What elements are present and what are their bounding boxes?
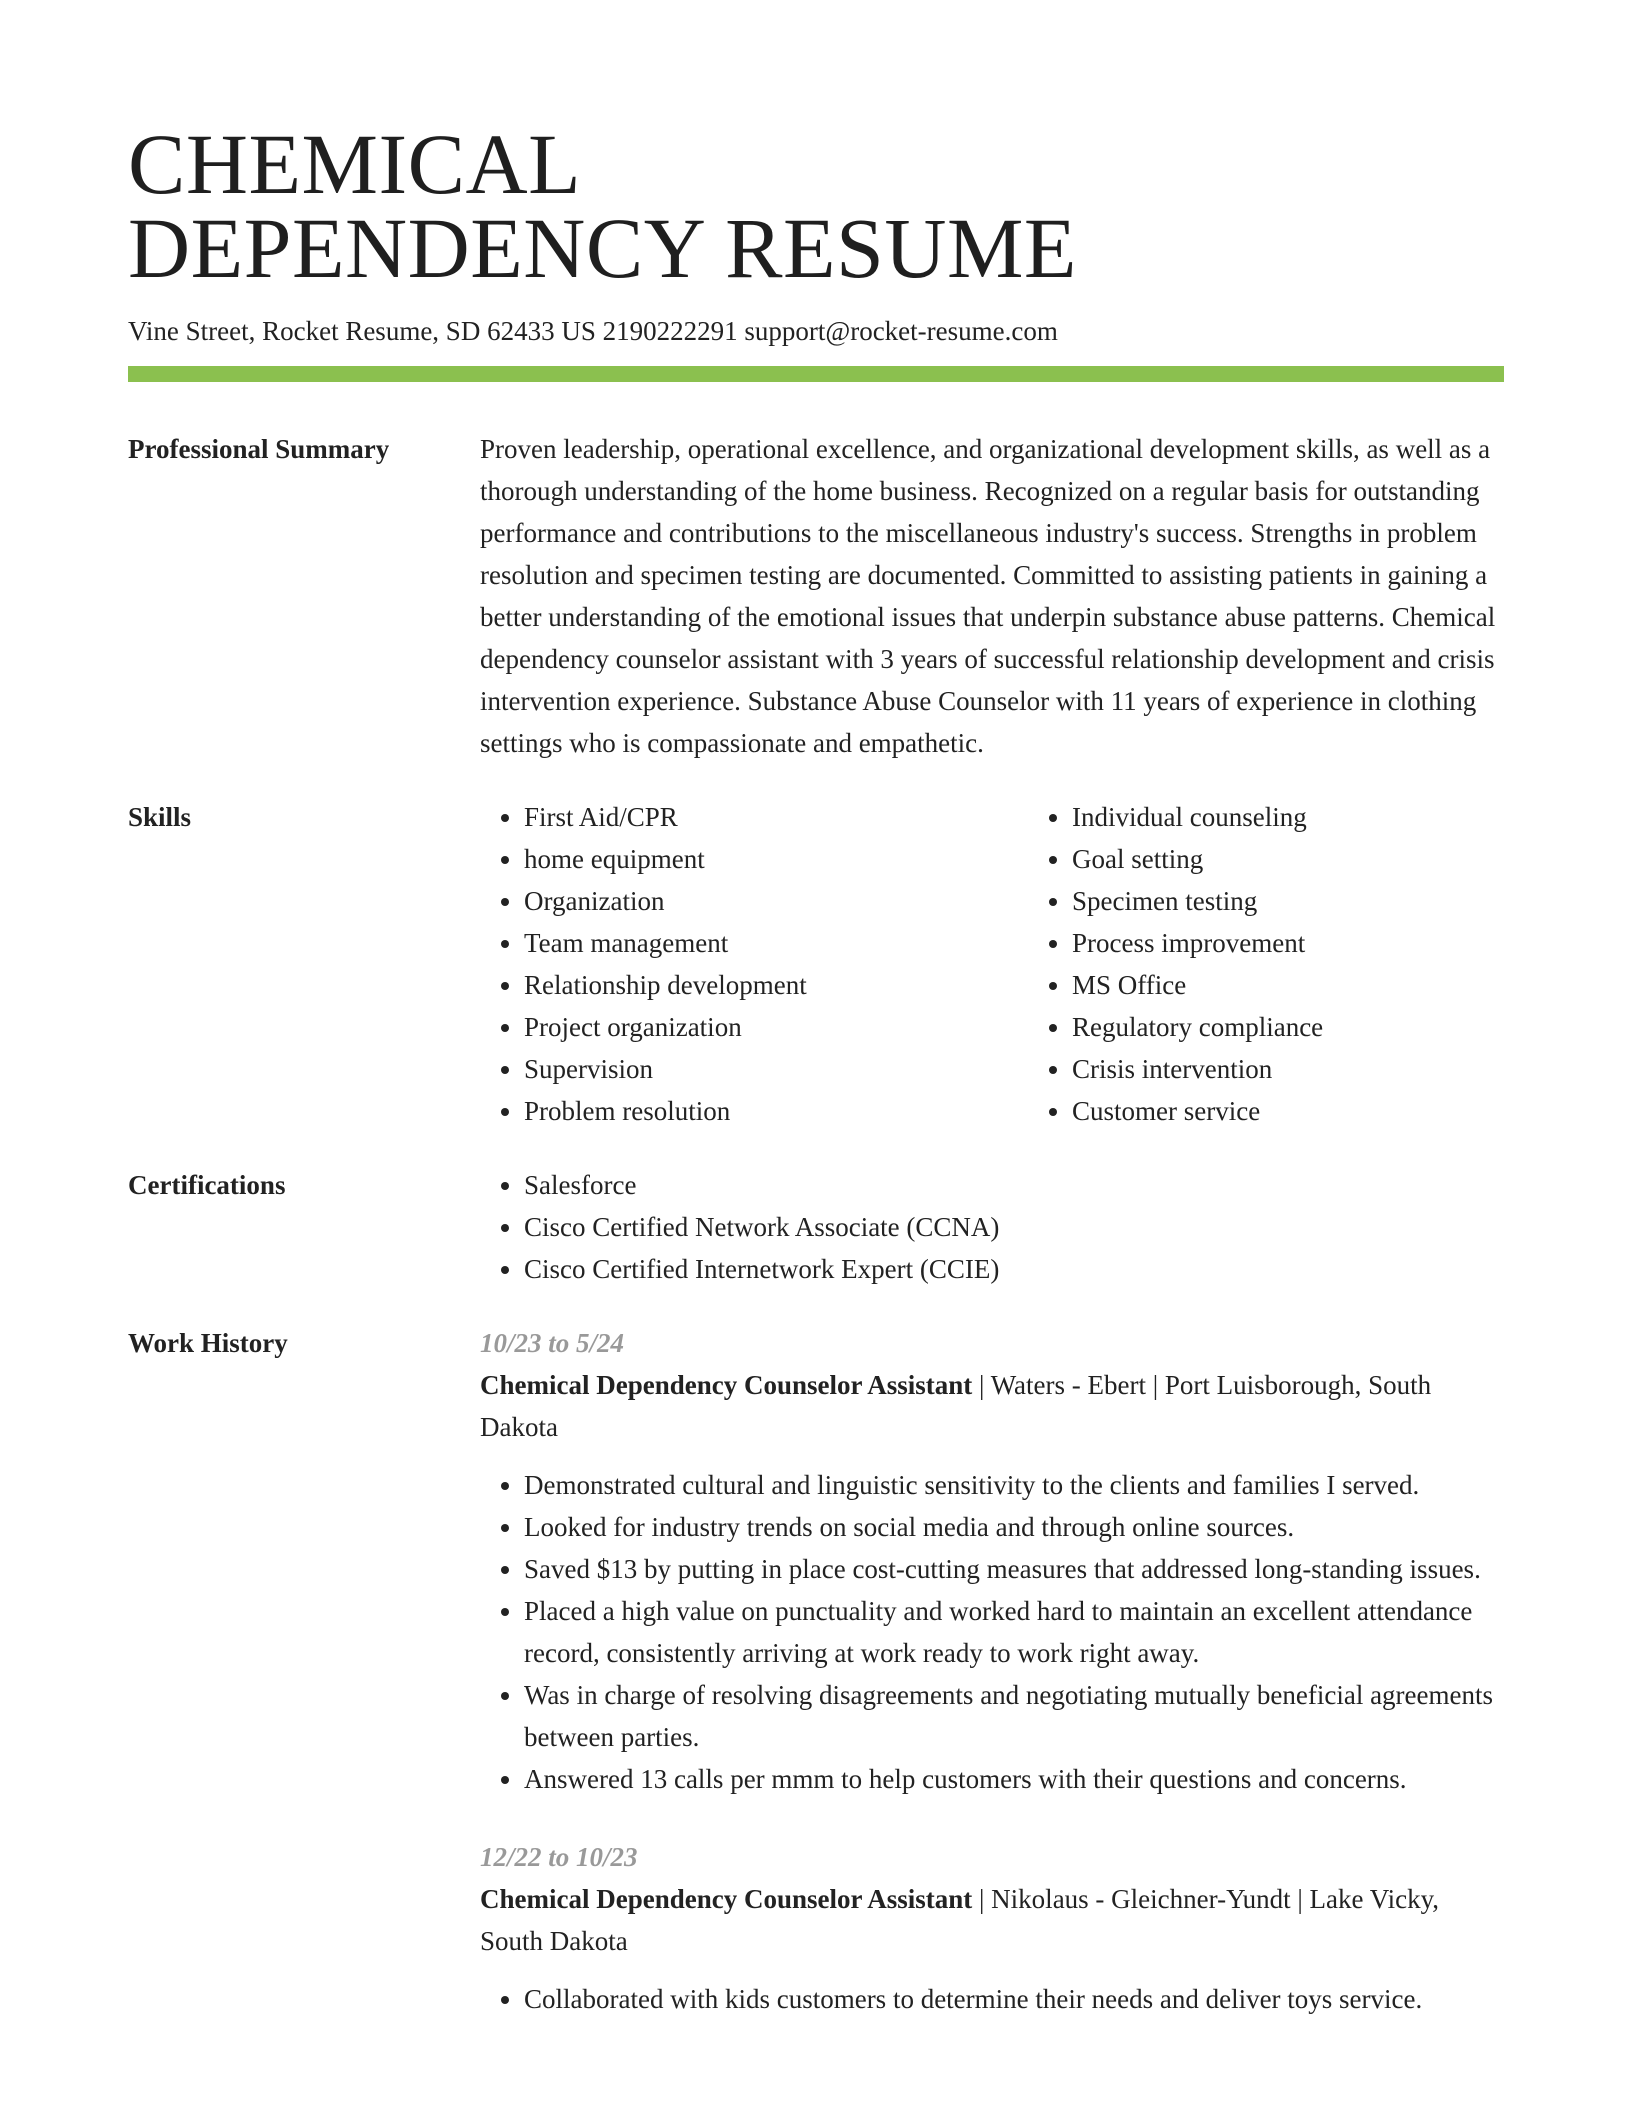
- skill-item: • Project organization: [524, 1006, 1028, 1048]
- job-bullet: • Demonstrated cultural and linguistic sensitivity to the clients and families I served.: [524, 1464, 1504, 1506]
- contact-line: Vine Street, Rocket Resume, SD 62433 US 2190222291 support@rocket-resume.com: [128, 316, 1058, 346]
- skill-item: • Crisis intervention: [1072, 1048, 1576, 1090]
- job-entry: [480, 1836, 1504, 2020]
- job-dates: 12/22 to 10/23: [480, 1842, 638, 1872]
- skills-section: [128, 796, 1504, 1132]
- job-bullets: [480, 1978, 1504, 2020]
- job-heading: [480, 1364, 1504, 1448]
- section-title-skills: Skills: [128, 802, 192, 832]
- skill-item: • Problem resolution: [524, 1090, 1028, 1132]
- skill-item: • Regulatory compliance: [1072, 1006, 1576, 1048]
- skill-item: • Supervision: [524, 1048, 1028, 1090]
- certifications-list: [480, 1164, 1504, 1290]
- summary-text: Proven leadership, operational excellence, and organizational development skills, as well as a thorough understanding of the home business. Recognized on a regular basis for outstanding performance and contributions to the miscellaneous industry's success. Strengths in problem resolution and specimen testing are documented. Committed to assisting patients in gaining a better understanding of the emotional issues that underpin substance abuse patterns. Chemical dependency counselor assistant with 3 years of successful relationship development and crisis intervention experience. Substance Abuse Counselor with 11 years of experience in clothing settings who is compassionate and empathetic.: [480, 434, 1496, 758]
- certification-item: • Cisco Certified Network Associate (CCNA): [524, 1206, 1504, 1248]
- work-history-section: [128, 1322, 1504, 2020]
- skill-item: • Relationship development: [524, 964, 1028, 1006]
- name-line-2: DEPENDENCY RESUME: [128, 200, 1077, 296]
- job-dates: 10/23 to 5/24: [480, 1328, 625, 1358]
- resume-name: [128, 116, 1504, 296]
- job-bullet: • Placed a high value on punctuality and worked hard to maintain an excellent attendance record, consistently arriving at work ready to work right away.: [524, 1590, 1504, 1674]
- skill-item: • Individual counseling: [1072, 796, 1576, 838]
- skills-list-left: [480, 796, 1028, 1132]
- summary-section: [128, 428, 1504, 764]
- resume-page: [128, 116, 1504, 2020]
- skill-item: • MS Office: [1072, 964, 1576, 1006]
- section-title-summary: Professional Summary: [128, 434, 390, 464]
- skill-item: • Process improvement: [1072, 922, 1576, 964]
- job-employer-location: | Nikolaus - Gleichner-Yundt | Lake Vicky, South Dakota: [480, 1884, 1440, 1956]
- job-bullets: [480, 1464, 1504, 1800]
- job-title: Chemical Dependency Counselor Assistant: [480, 1884, 973, 1914]
- job-heading: [480, 1878, 1504, 1962]
- job-bullet: • Saved $13 by putting in place cost-cutting measures that addressed long-standing issues.: [524, 1548, 1504, 1590]
- skill-item: • Goal setting: [1072, 838, 1576, 880]
- certifications-section: [128, 1164, 1504, 1290]
- skill-item: • Team management: [524, 922, 1028, 964]
- skill-item: • First Aid/CPR: [524, 796, 1028, 838]
- certification-item: • Cisco Certified Internetwork Expert (CCIE): [524, 1248, 1504, 1290]
- job-bullet: • Was in charge of resolving disagreements and negotiating mutually beneficial agreements between parties.: [524, 1674, 1504, 1758]
- skill-item: • Organization: [524, 880, 1028, 922]
- job-title: Chemical Dependency Counselor Assistant: [480, 1370, 973, 1400]
- job-bullet: • Answered 13 calls per mmm to help customers with their questions and concerns.: [524, 1758, 1504, 1800]
- job-employer-location: | Waters - Ebert | Port Luisborough, South Dakota: [480, 1370, 1432, 1442]
- job-entry: [480, 1322, 1504, 1800]
- skill-item: • home equipment: [524, 838, 1028, 880]
- resume-header: [128, 116, 1504, 382]
- section-title-certifications: Certifications: [128, 1170, 286, 1200]
- certification-item: • Salesforce: [524, 1164, 1504, 1206]
- job-bullet: • Collaborated with kids customers to determine their needs and deliver toys service.: [524, 1978, 1504, 2020]
- accent-divider: [128, 366, 1504, 382]
- job-bullet: • Looked for industry trends on social media and through online sources.: [524, 1506, 1504, 1548]
- section-title-work-history: Work History: [128, 1328, 288, 1358]
- skill-item: • Specimen testing: [1072, 880, 1576, 922]
- name-line-1: CHEMICAL: [128, 116, 582, 212]
- skill-item: • Customer service: [1072, 1090, 1576, 1132]
- skills-list-right: [1028, 796, 1576, 1132]
